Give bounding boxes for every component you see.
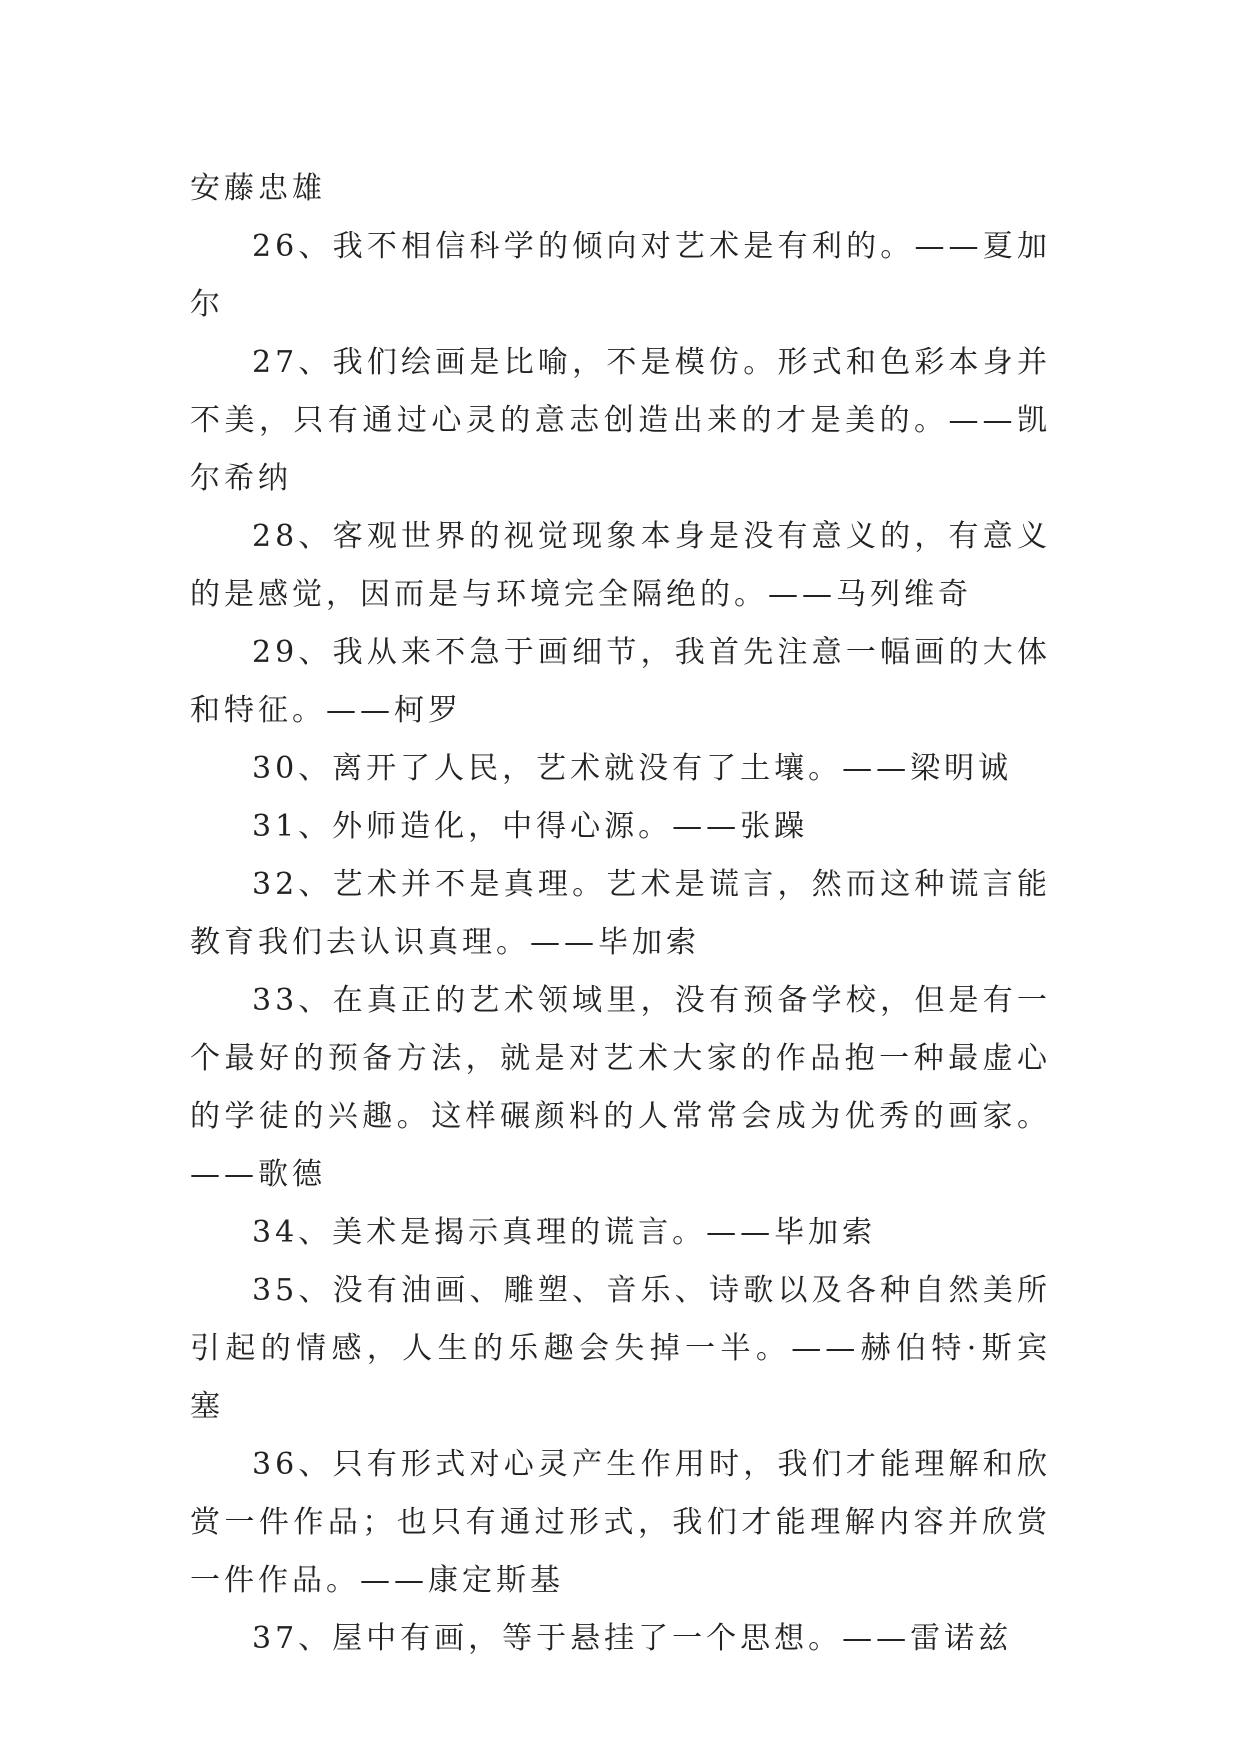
quote-28: 28、客观世界的视觉现象本身是没有意义的，有意义的是感觉，因而是与环境完全隔绝的。——马列维奇 [190, 519, 1051, 612]
quote-27: 27、我们绘画是比喻，不是模仿。形式和色彩本身并不美，只有通过心灵的意志创造出来的才是美的。——凯尔希纳 [190, 345, 1051, 496]
quote-34: 34、美术是揭示真理的谎言。——毕加索 [252, 1215, 877, 1250]
paragraph-author-tail: 安藤忠雄 [190, 171, 326, 206]
quote-35: 35、没有油画、雕塑、音乐、诗歌以及各种自然美所引起的情感，人生的乐趣会失掉一半。——赫伯特·斯宾塞 [190, 1273, 1051, 1424]
quote-36: 36、只有形式对心灵产生作用时，我们才能理解和欣赏一件作品；也只有通过形式，我们才能理解内容并欣赏一件作品。——康定斯基 [190, 1447, 1051, 1598]
quote-32: 32、艺术并不是真理。艺术是谎言，然而这种谎言能教育我们去认识真理。——毕加索 [190, 867, 1051, 960]
document-body [190, 160, 1051, 1668]
quote-26: 26、我不相信科学的倾向对艺术是有利的。——夏加尔 [190, 229, 1051, 322]
quote-30: 30、离开了人民，艺术就没有了土壤。——梁明诚 [252, 751, 1013, 786]
quote-29: 29、我从来不急于画细节，我首先注意一幅画的大体和特征。——柯罗 [190, 635, 1051, 728]
quote-33: 33、在真正的艺术领域里，没有预备学校，但是有一个最好的预备方法，就是对艺术大家的作品抱一种最虚心的学徒的兴趣。这样碾颜料的人常常会成为优秀的画家。——歌德 [190, 983, 1051, 1192]
quote-31: 31、外师造化，中得心源。——张躁 [252, 809, 809, 844]
quote-37: 37、屋中有画，等于悬挂了一个思想。——雷诺兹 [252, 1621, 1013, 1656]
